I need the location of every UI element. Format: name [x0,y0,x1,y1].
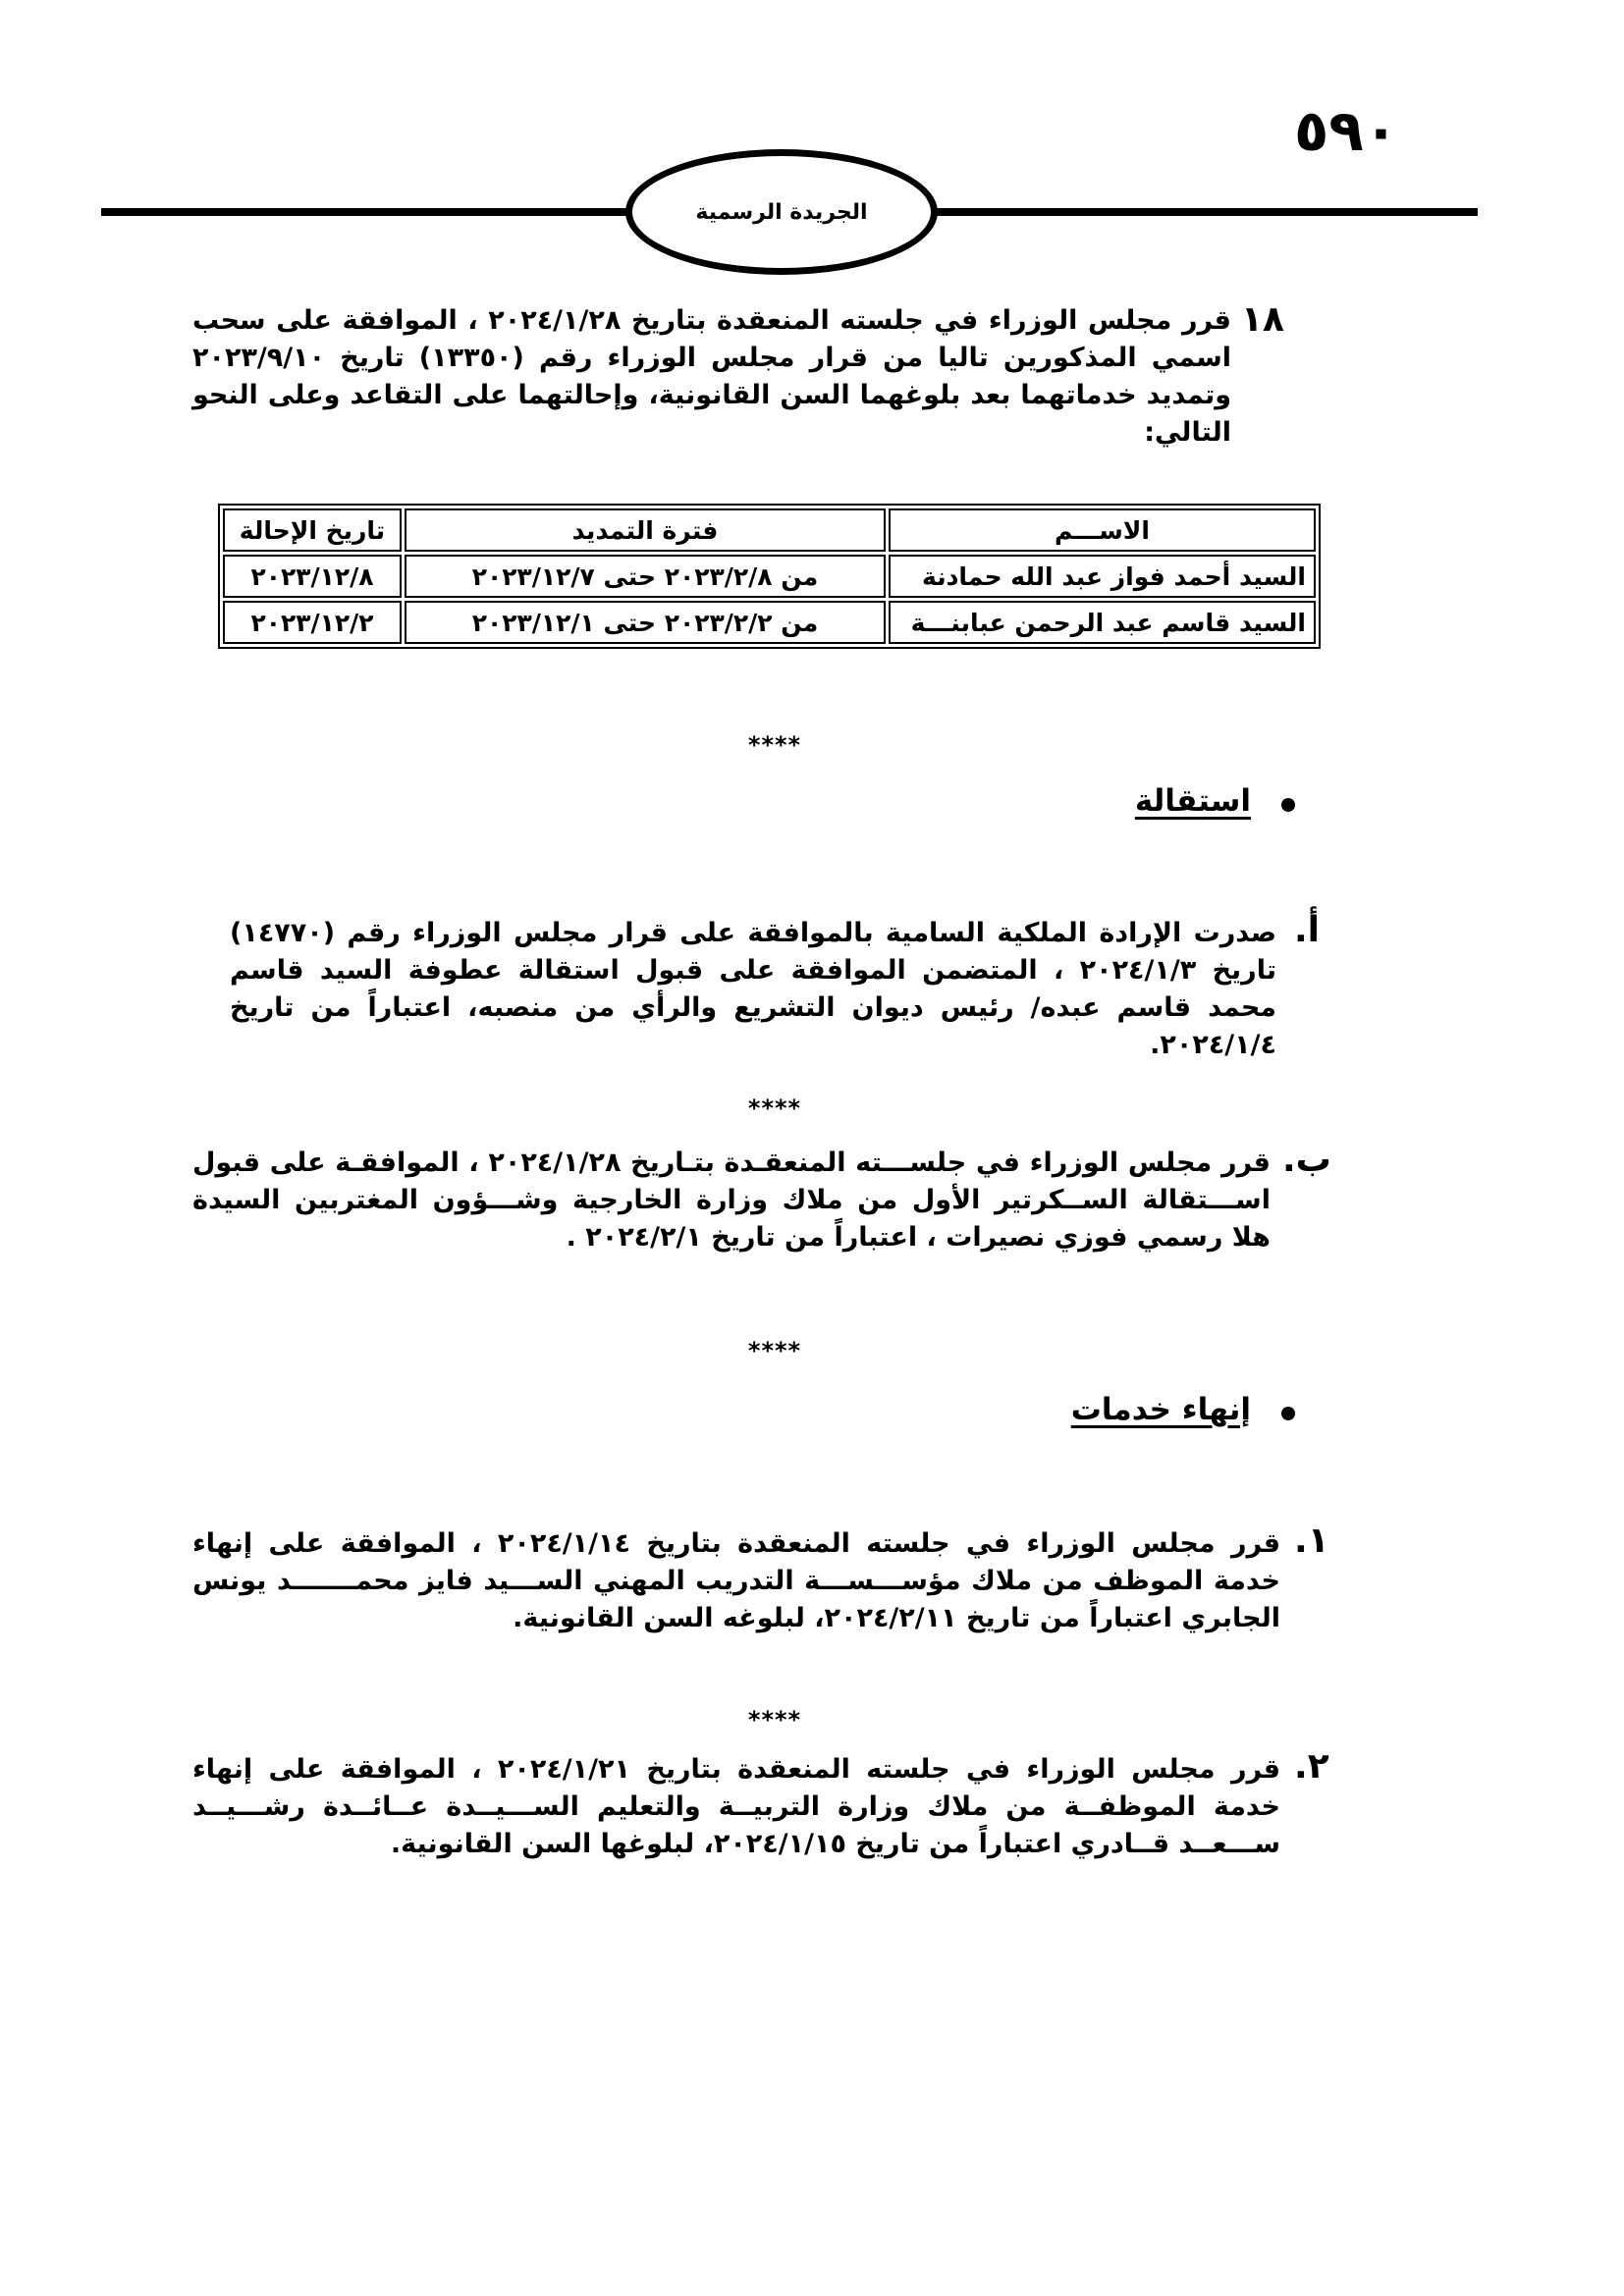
table-cell-period: من ٢٠٢٣/٢/٨ حتى ٢٠٢٣/١٢/٧ [405,555,886,598]
item-b-text: قرر مجلس الوزراء في جلســـته المنعقـدة بتـاريخ ٢٠٢٤/١/٢٨ ، الموافقـة على قبول اســـتقالة الســكرتير الأول من ملاك وزارة الخارجية وشـــؤون المغتربين السيدة هلا رسمي فوزي نصيرات ، اعتباراً من تاريخ ٢٠٢٤/٢/١ . [192,1148,1271,1253]
item-18-number: ١٨ [1241,299,1284,340]
item-a-text: صدرت الإرادة الملكية السامية بالموافقة على قرار مجلس الوزراء رقم (١٤٧٧٠) تاريخ ٢٠٢٤/١/٣ ، المتضمن الموافقة على قبول استقالة عطوفة السيد قاسم محمد قاسم عبده/ رئيس ديوان التشريع والرأي من منصبه، اعتباراً من تاريخ ٢٠٢٤/١/٤. [230,918,1276,1060]
separator-stars: **** [747,1095,802,1122]
table-cell-name: السيد أحمد فواز عبد الله حمادنة [889,555,1316,598]
extension-table [218,504,1321,649]
table-cell-name: السيد قاسم عبد الرحمن عبابنـــة [889,601,1316,644]
table-header-row [223,508,1316,552]
item-18-text: قرر مجلس الوزراء في جلسته المنعقدة بتاريخ ٢٠٢٤/١/٢٨ ، الموافقة على سحب اسمي المذكورين تاليا من قرار مجلس الوزراء رقم (١٣٣٥٠) تاريخ ٢٠٢٣/٩/١٠ وتمديد خدماتهما بعد بلوغهما السن القانونية، وإحالتهما على التقاعد وعلى النحو التالي: [192,305,1231,448]
section-heading-resignation: استقالة [1134,783,1251,819]
table-cell-period: من ٢٠٢٣/٢/٢ حتى ٢٠٢٣/١٢/١ [405,601,886,644]
item-2-text: قرر مجلس الوزراء في جلسته المنعقدة بتاريخ ٢٠٢٤/١/٢١ ، الموافقة على إنهاء خدمة الموظفــة من ملاك وزارة التربيــة والتعليم الســـيــدة عــائــدة رشـــيــد ســـعــد قــادري اعتباراً من تاريخ ٢٠٢٤/١/١٥، لبلوغها السن القانونية. [192,1754,1281,1859]
item-2-label: ٢. [1294,1746,1329,1787]
bullet-icon [1281,798,1295,812]
item-a-label: أ. [1294,910,1321,950]
table-header-period: فترة التمديد [405,508,886,552]
table-header-name: الاســـم [889,508,1316,552]
section-heading-termination: إنهاء خدمات [1070,1392,1251,1427]
table-cell-date: ٢٠٢٣/١٢/٢ [223,601,402,644]
table-header-date: تاريخ الإحالة [223,508,402,552]
separator-stars: **** [747,1337,802,1364]
table-row [223,601,1316,644]
separator-stars: **** [747,731,802,759]
page-number: ٥٩٠ [1294,97,1399,164]
table-cell-date: ٢٠٢٣/١٢/٨ [223,555,402,598]
header-oval [625,149,938,275]
item-1-label: ١. [1294,1521,1329,1561]
table-row [223,555,1316,598]
item-1-text: قرر مجلس الوزراء في جلسته المنعقدة بتاريخ ٢٠٢٤/١/١٤ ، الموافقة على إنهاء خدمة الموظف من ملاك مؤســـســـة التدريب المهني الســـيد فايز محمـــــــد يونس الجابري اعتباراً من تاريخ ٢٠٢٤/٢/١١، لبلوغه السن القانونية. [192,1528,1281,1633]
bullet-icon [1281,1407,1295,1420]
item-b-label: ب. [1282,1140,1331,1180]
gazette-title: الجريدة الرسمية [695,199,868,225]
separator-stars: **** [747,1706,802,1734]
